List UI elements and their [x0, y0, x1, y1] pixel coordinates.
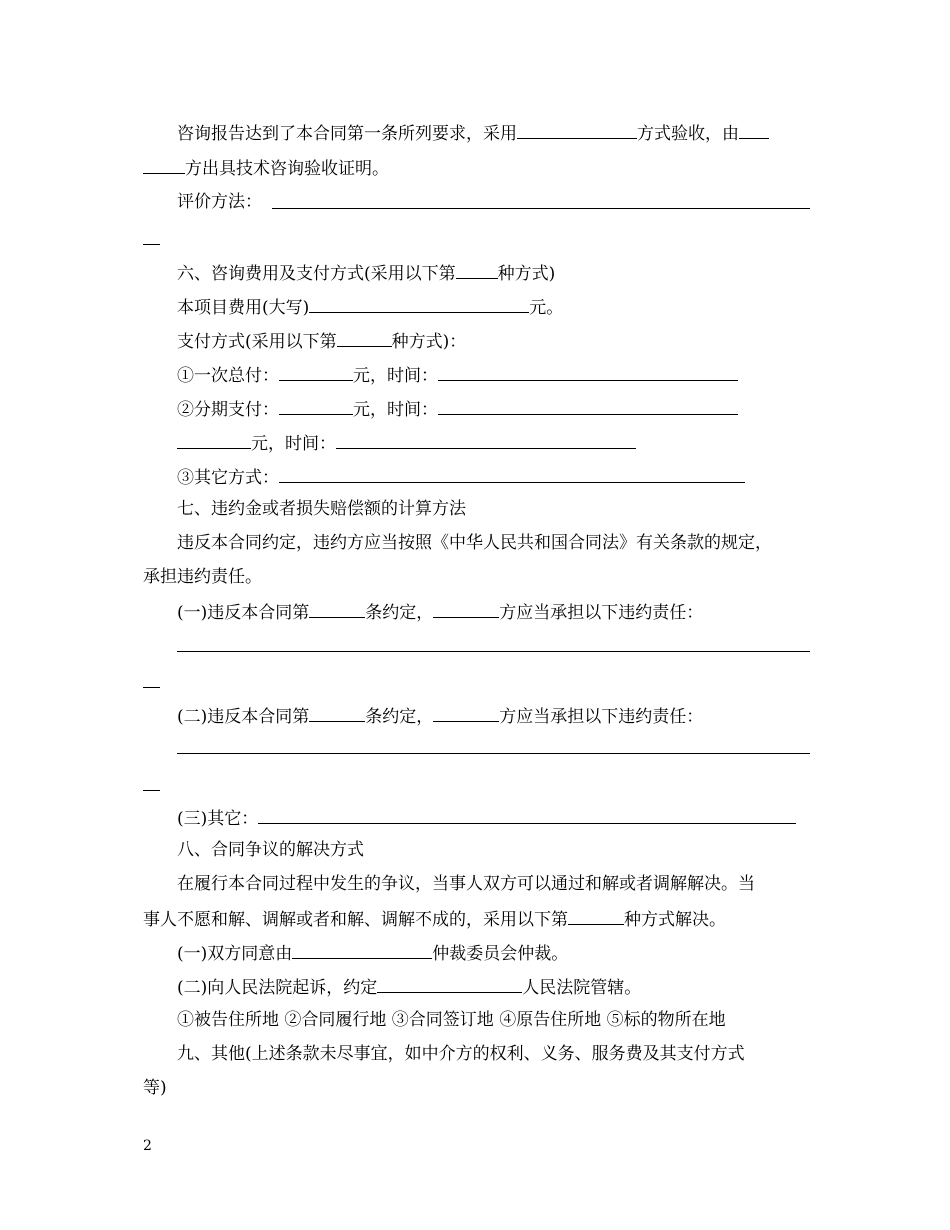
blank-line [143, 687, 160, 688]
text: 六、咨询费用及支付方式(采用以下第 [177, 264, 456, 284]
blank-field [279, 466, 745, 483]
section-8-heading [177, 840, 364, 860]
section-6-heading [177, 262, 555, 284]
text: 种方式) [497, 264, 556, 284]
text: (一)违反本合同第 [177, 603, 310, 623]
blank-line [177, 753, 810, 754]
blank-line [272, 208, 810, 209]
text: 等) [143, 1078, 167, 1098]
blank-field [438, 398, 738, 415]
text: 种方式解决。 [624, 910, 726, 930]
blank-field [309, 705, 365, 722]
court-option [177, 976, 641, 998]
blank-field [433, 705, 499, 722]
breach-clause-2 [177, 705, 703, 727]
blank-field [309, 601, 365, 618]
text: 方出具技术咨询验收证明。 [185, 159, 389, 179]
blank-field [279, 364, 353, 381]
installment-payment-2 [177, 432, 636, 454]
installment-payment [177, 398, 738, 420]
text: 元，时间： [251, 434, 336, 454]
jurisdiction-options [177, 1010, 726, 1030]
text: 事人不愿和解、调解或者和解、调解不成的，采用以下第 [143, 910, 568, 930]
blank-field [433, 601, 499, 618]
blank-line [143, 244, 160, 245]
text: (三)其它： [177, 809, 259, 829]
blank-field [177, 432, 251, 449]
blank-field [279, 398, 353, 415]
text: 元，时间： [353, 400, 438, 420]
blank-field [517, 122, 637, 139]
text: 七、违约金或者损失赔偿额的计算方法 [177, 499, 466, 519]
section-9-heading-cont [143, 1078, 167, 1098]
evaluation-method [177, 192, 262, 212]
blank-line [143, 790, 160, 791]
arbitration-option [177, 942, 568, 964]
text: 元。 [529, 298, 564, 318]
dispute-paragraph-cont [143, 908, 726, 930]
breach-clause-other [177, 807, 796, 829]
lump-sum-payment [177, 364, 738, 386]
blank-field [309, 296, 529, 313]
text: ②分期支付： [177, 400, 279, 420]
text: 支付方式(采用以下第 [177, 332, 337, 352]
blank-field [456, 262, 498, 279]
breach-paragraph-cont [143, 567, 262, 587]
breach-clause-1 [177, 601, 703, 623]
text: ①一次总付： [177, 366, 279, 386]
text: 人民法院管辖。 [522, 978, 642, 998]
text: 方式验收，由 [637, 124, 739, 144]
acceptance-paragraph [177, 122, 769, 144]
text: 方应当承担以下违约责任： [499, 707, 704, 727]
text: 方应当承担以下违约责任： [499, 603, 704, 623]
text: 在履行本合同过程中发生的争议，当事人双方可以通过和解或者调解解决。当 [177, 874, 755, 894]
text: 本项目费用(大写) [177, 298, 310, 318]
text: 评价方法： [177, 192, 262, 212]
text: ①被告住所地 ②合同履行地 ③合同签订地 ④原告住所地 ⑤标的物所在地 [177, 1010, 726, 1030]
section-7-heading [177, 499, 466, 519]
text: 承担违约责任。 [143, 567, 262, 587]
text: 条约定， [365, 603, 434, 623]
blank-field [568, 908, 624, 925]
text: 咨询报告达到了本合同第一条所列要求，采用 [177, 124, 517, 144]
page-number: 2 [143, 1138, 152, 1154]
text: 九、其他(上述条款未尽事宜，如中介方的权利、义务、服务费及其支付方式 [177, 1044, 745, 1064]
blank-field [739, 122, 769, 139]
blank-field [292, 942, 432, 959]
breach-paragraph [177, 533, 772, 553]
text: (二)违反本合同第 [177, 707, 310, 727]
text: (二)向人民法院起诉，约定 [177, 978, 378, 998]
dispute-paragraph [177, 874, 755, 894]
text: 八、合同争议的解决方式 [177, 840, 364, 860]
blank-field [143, 157, 185, 174]
text: 仲裁委员会仲裁。 [432, 944, 569, 964]
text: 元，时间： [353, 366, 438, 386]
text: ③其它方式： [177, 468, 279, 488]
section-9-heading [177, 1044, 745, 1064]
payment-method [177, 330, 466, 352]
blank-field [336, 432, 636, 449]
other-payment [177, 466, 745, 488]
blank-line [177, 651, 810, 652]
blank-field [438, 364, 738, 381]
blank-field [377, 976, 522, 993]
text: 违反本合同约定，违约方应当按照《中华人民共和国合同法》有关条款的规定， [177, 533, 772, 553]
project-fee [177, 296, 563, 318]
blank-field [337, 330, 392, 347]
text: 种方式)： [391, 332, 467, 352]
acceptance-paragraph-cont [143, 157, 389, 179]
blank-field [258, 807, 796, 824]
text: (一)双方同意由 [177, 944, 293, 964]
text: 条约定， [365, 707, 434, 727]
